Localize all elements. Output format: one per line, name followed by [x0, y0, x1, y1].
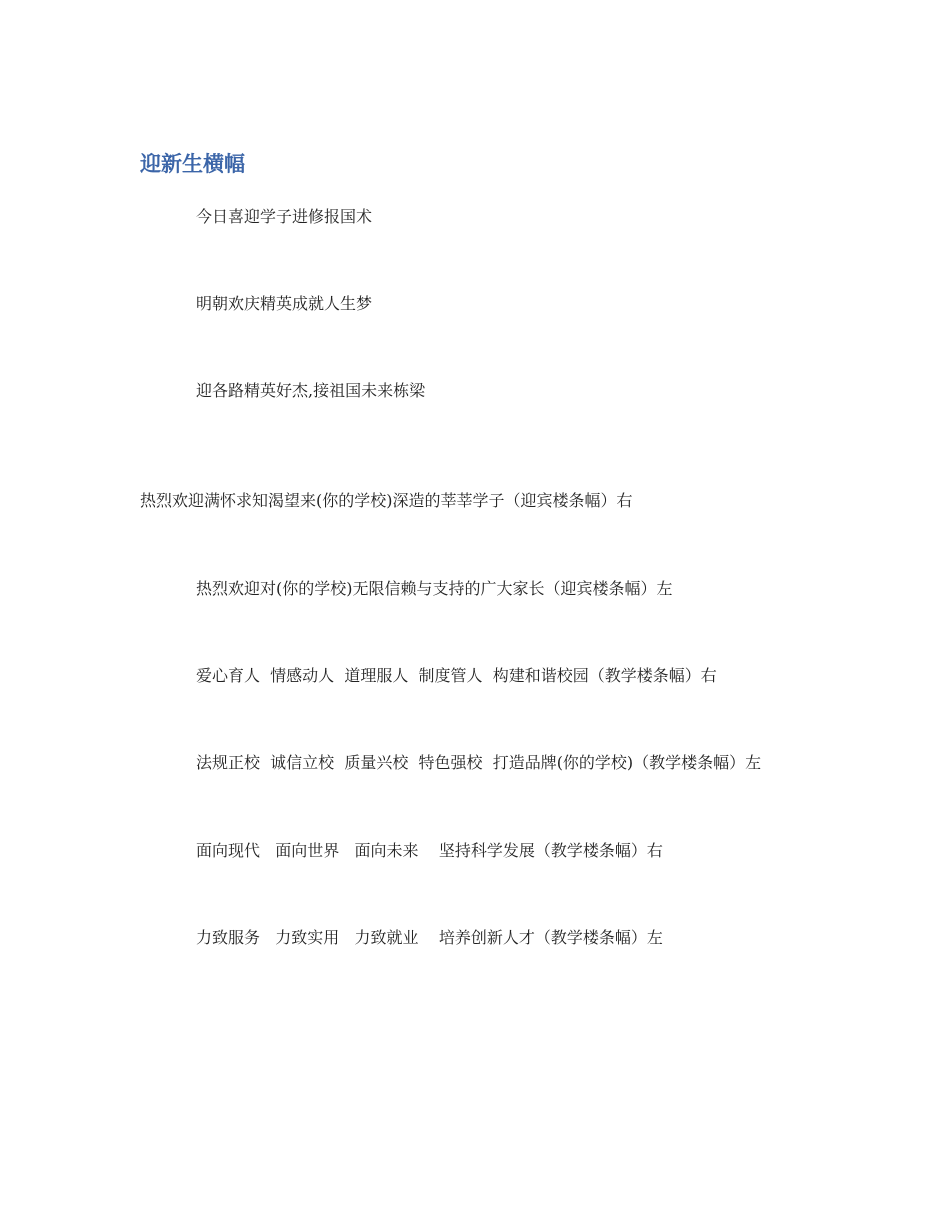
banner-line-1: 今日喜迎学子进修报国术 — [196, 207, 373, 226]
banner-line-2: 明朝欢庆精英成就人生梦 — [196, 294, 373, 313]
banner-line-8: 面向现代 面向世界 面向未来 坚持科学发展（教学楼条幅）右 — [196, 841, 663, 860]
banner-line-6: 爱心育人 情感动人 道理服人 制度管人 构建和谐校园（教学楼条幅）右 — [196, 666, 717, 685]
page-title: 迎新生横幅 — [140, 152, 245, 176]
banner-line-9: 力致服务 力致实用 力致就业 培养创新人才（教学楼条幅）左 — [196, 928, 663, 947]
banner-line-5: 热烈欢迎对(你的学校)无限信赖与支持的广大家长（迎宾楼条幅）左 — [196, 579, 673, 598]
banner-line-4: 热烈欢迎满怀求知渴望来(你的学校)深造的莘莘学子（迎宾楼条幅）右 — [140, 491, 633, 510]
banner-line-3: 迎各路精英好杰,接祖国未来栋梁 — [196, 381, 426, 400]
banner-line-7: 法规正校 诚信立校 质量兴校 特色强校 打造品牌(你的学校)（教学楼条幅）左 — [196, 753, 762, 772]
